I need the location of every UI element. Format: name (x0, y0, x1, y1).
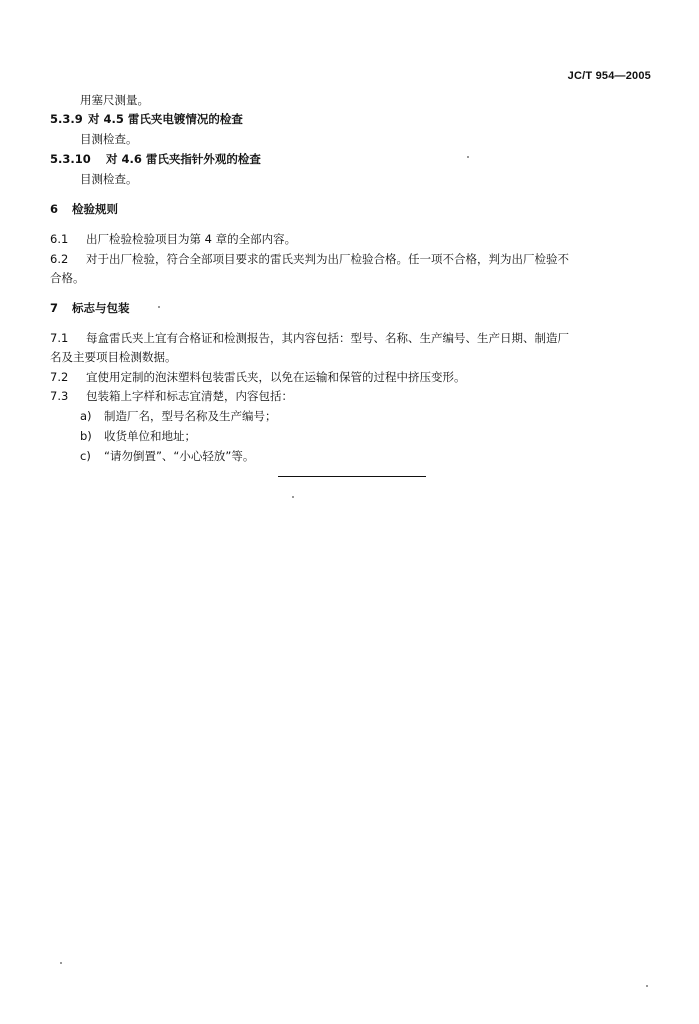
clause-5-3-10 (50, 151, 261, 167)
clause-text: 包装箱上字样和标志宜清楚，内容包括： (86, 389, 293, 403)
paragraph-line: 用塞尺测量。 (80, 93, 149, 107)
clause-text: 宜使用定制的泡沫塑料包装雷氏夹，以免在运输和保管的过程中挤压变形。 (86, 370, 466, 384)
chapter-title: 检验规则 (72, 202, 118, 216)
clause-number: 5.3.10 (50, 152, 91, 166)
chapter-7-heading (50, 300, 130, 316)
clause-number: 5.3.9 (50, 112, 83, 126)
chapter-title: 标志与包装 (72, 301, 130, 315)
clause-7-3 (50, 388, 293, 404)
list-marker: b) (80, 429, 92, 443)
list-item (80, 448, 254, 464)
clause-title: 对 4.5 雷氏夹电镀情况的检查 (88, 112, 243, 126)
clause-number: 6.1 (50, 232, 69, 246)
clause-title: 对 4.6 雷氏夹指针外观的检查 (106, 152, 261, 166)
clause-6-2 (50, 251, 569, 267)
paragraph-line: 合格。 (50, 271, 85, 285)
clause-5-3-9 (50, 111, 243, 127)
chapter-number: 6 (50, 202, 59, 216)
paragraph-line: 名及主要项目检测数据。 (50, 350, 177, 364)
clause-text: 每盒雷氏夹上宜有合格证和检测报告，其内容包括：型号、名称、生产编号、生产日期、制造厂 (86, 331, 569, 345)
clause-text: 对于出厂检验，符合全部项目要求的雷氏夹判为出厂检验合格。任一项不合格，判为出厂检验不 (86, 252, 569, 266)
clause-number: 6.2 (50, 252, 69, 266)
paragraph-line: 目测检查。 (80, 132, 138, 146)
clause-7-2 (50, 369, 466, 385)
list-marker: c) (80, 449, 91, 463)
scan-speck (292, 496, 294, 498)
list-item-text: 制造厂名，型号名称及生产编号； (104, 409, 277, 423)
list-marker: a) (80, 409, 92, 423)
clause-7-1 (50, 330, 569, 346)
clause-6-1 (50, 231, 296, 247)
scan-speck (60, 962, 62, 964)
scan-speck (467, 156, 469, 158)
clause-number: 7.2 (50, 370, 69, 384)
standard-code: JC/T 954—2005 (567, 70, 651, 82)
clause-number: 7.1 (50, 331, 69, 345)
end-rule (278, 476, 426, 477)
paragraph-line: 目测检查。 (80, 172, 138, 186)
clause-text: 出厂检验检验项目为第 4 章的全部内容。 (86, 232, 297, 246)
list-item (80, 408, 277, 424)
chapter-number: 7 (50, 301, 59, 315)
chapter-6-heading (50, 201, 118, 217)
list-item-text: 收货单位和地址； (104, 429, 196, 443)
scan-speck (158, 306, 160, 308)
clause-number: 7.3 (50, 389, 69, 403)
list-item (80, 428, 196, 444)
list-item-text: “请勿倒置”、“小心轻放”等。 (104, 449, 255, 463)
scan-speck (646, 985, 648, 987)
